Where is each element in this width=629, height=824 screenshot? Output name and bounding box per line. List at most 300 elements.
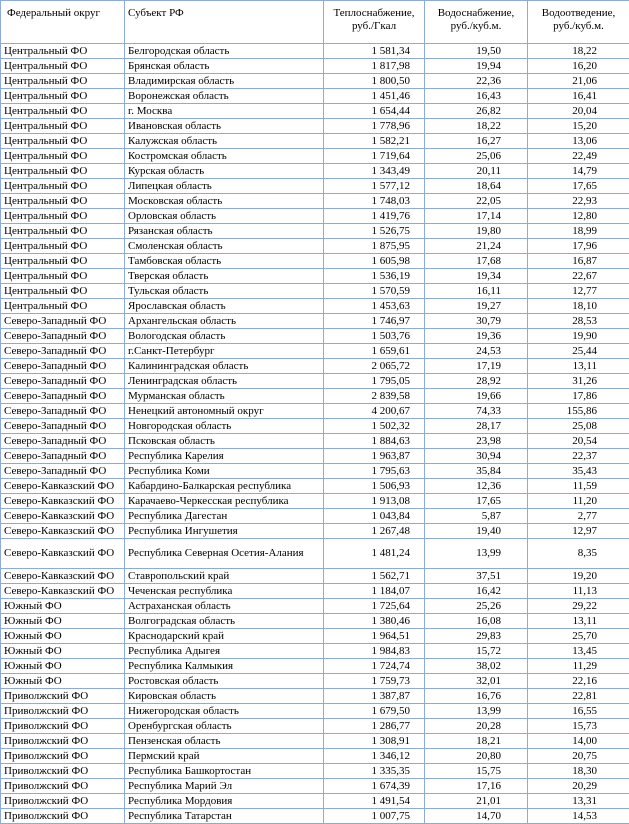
cell-subject: Республика Карелия (125, 449, 324, 464)
table-row (1, 284, 629, 299)
cell-district: Северо-Западный ФО (1, 359, 125, 374)
cell-sewer: 19,90 (528, 329, 629, 344)
cell-heat: 1 800,50 (324, 74, 425, 89)
table-row (1, 89, 629, 104)
cell-heat: 1 526,75 (324, 224, 425, 239)
cell-subject: Брянская область (125, 59, 324, 74)
table-row (1, 299, 629, 314)
cell-water: 28,17 (425, 419, 528, 434)
cell-sewer: 22,67 (528, 269, 629, 284)
table-row (1, 404, 629, 419)
cell-subject: Ленинградская область (125, 374, 324, 389)
cell-district: Центральный ФО (1, 194, 125, 209)
cell-sewer: 20,54 (528, 434, 629, 449)
cell-district: Северо-Западный ФО (1, 314, 125, 329)
cell-district: Центральный ФО (1, 119, 125, 134)
cell-heat: 1 286,77 (324, 719, 425, 734)
table-row (1, 119, 629, 134)
table-row (1, 524, 629, 539)
cell-water: 16,42 (425, 584, 528, 599)
cell-water: 30,79 (425, 314, 528, 329)
cell-district: Приволжский ФО (1, 704, 125, 719)
cell-water: 15,72 (425, 644, 528, 659)
cell-district: Центральный ФО (1, 254, 125, 269)
cell-district: Северо-Западный ФО (1, 374, 125, 389)
cell-sewer: 2,77 (528, 509, 629, 524)
cell-district: Северо-Кавказский ФО (1, 524, 125, 539)
table-row (1, 359, 629, 374)
cell-sewer: 20,29 (528, 779, 629, 794)
cell-water: 19,66 (425, 389, 528, 404)
cell-sewer: 17,65 (528, 179, 629, 194)
cell-district: Центральный ФО (1, 74, 125, 89)
cell-district: Центральный ФО (1, 149, 125, 164)
table-row (1, 749, 629, 764)
table-row (1, 584, 629, 599)
cell-sewer: 20,75 (528, 749, 629, 764)
cell-district: Центральный ФО (1, 104, 125, 119)
cell-district: Приволжский ФО (1, 764, 125, 779)
table-row (1, 164, 629, 179)
cell-water: 23,98 (425, 434, 528, 449)
cell-water: 37,51 (425, 569, 528, 584)
cell-district: Приволжский ФО (1, 689, 125, 704)
cell-heat: 1 748,03 (324, 194, 425, 209)
cell-district: Центральный ФО (1, 209, 125, 224)
cell-heat: 1 659,61 (324, 344, 425, 359)
cell-water: 19,36 (425, 329, 528, 344)
cell-water: 13,99 (425, 704, 528, 719)
cell-subject: Ивановская область (125, 119, 324, 134)
header-heat: Теплоснабжение, руб./Гкал (324, 1, 425, 44)
cell-sewer: 155,86 (528, 404, 629, 419)
cell-heat: 1 502,32 (324, 419, 425, 434)
cell-water: 30,94 (425, 449, 528, 464)
cell-subject: Краснодарский край (125, 629, 324, 644)
cell-district: Южный ФО (1, 659, 125, 674)
cell-district: Центральный ФО (1, 239, 125, 254)
table-row (1, 494, 629, 509)
cell-sewer: 13,45 (528, 644, 629, 659)
cell-district: Центральный ФО (1, 299, 125, 314)
table-row (1, 419, 629, 434)
cell-water: 17,68 (425, 254, 528, 269)
cell-sewer: 11,20 (528, 494, 629, 509)
cell-water: 20,11 (425, 164, 528, 179)
table-row (1, 314, 629, 329)
cell-heat: 1 795,05 (324, 374, 425, 389)
cell-district: Центральный ФО (1, 224, 125, 239)
cell-sewer: 16,20 (528, 59, 629, 74)
table-row (1, 659, 629, 674)
cell-water: 14,70 (425, 809, 528, 824)
cell-subject: Тверская область (125, 269, 324, 284)
cell-heat: 1 817,98 (324, 59, 425, 74)
cell-water: 29,83 (425, 629, 528, 644)
cell-water: 15,75 (425, 764, 528, 779)
cell-district: Северо-Кавказский ФО (1, 494, 125, 509)
cell-sewer: 22,81 (528, 689, 629, 704)
cell-sewer: 17,96 (528, 239, 629, 254)
cell-heat: 1 913,08 (324, 494, 425, 509)
cell-sewer: 13,31 (528, 794, 629, 809)
table-body (1, 44, 629, 824)
cell-subject: Орловская область (125, 209, 324, 224)
cell-subject: Московская область (125, 194, 324, 209)
cell-water: 12,36 (425, 479, 528, 494)
cell-sewer: 12,97 (528, 524, 629, 539)
cell-sewer: 15,73 (528, 719, 629, 734)
cell-district: Северо-Кавказский ФО (1, 584, 125, 599)
cell-district: Южный ФО (1, 599, 125, 614)
cell-heat: 1 778,96 (324, 119, 425, 134)
cell-water: 16,27 (425, 134, 528, 149)
cell-subject: Костромская область (125, 149, 324, 164)
cell-sewer: 13,06 (528, 134, 629, 149)
cell-sewer: 25,08 (528, 419, 629, 434)
cell-heat: 1 654,44 (324, 104, 425, 119)
cell-sewer: 22,93 (528, 194, 629, 209)
cell-subject: Чеченская республика (125, 584, 324, 599)
cell-sewer: 18,10 (528, 299, 629, 314)
table-row (1, 644, 629, 659)
table-row (1, 149, 629, 164)
table-row (1, 389, 629, 404)
table-row (1, 74, 629, 89)
cell-district: Приволжский ФО (1, 779, 125, 794)
cell-water: 16,08 (425, 614, 528, 629)
cell-subject: г. Москва (125, 104, 324, 119)
cell-district: Северо-Западный ФО (1, 329, 125, 344)
table-row (1, 539, 629, 569)
cell-sewer: 15,20 (528, 119, 629, 134)
header-water: Водоснабжение, руб./куб.м. (425, 1, 528, 44)
cell-heat: 1 536,19 (324, 269, 425, 284)
cell-district: Приволжский ФО (1, 749, 125, 764)
cell-sewer: 29,22 (528, 599, 629, 614)
cell-sewer: 11,13 (528, 584, 629, 599)
cell-water: 19,40 (425, 524, 528, 539)
header-sewer: Водоотведение, руб./куб.м. (528, 1, 629, 44)
cell-district: Северо-Западный ФО (1, 404, 125, 419)
cell-water: 25,26 (425, 599, 528, 614)
cell-heat: 1 380,46 (324, 614, 425, 629)
cell-subject: Республика Калмыкия (125, 659, 324, 674)
cell-heat: 1 308,91 (324, 734, 425, 749)
cell-water: 19,94 (425, 59, 528, 74)
cell-subject: Белгородская область (125, 44, 324, 59)
cell-district: Южный ФО (1, 674, 125, 689)
table-row (1, 194, 629, 209)
cell-sewer: 11,29 (528, 659, 629, 674)
cell-subject: Тульская область (125, 284, 324, 299)
table-row (1, 134, 629, 149)
header-subject: Субъект РФ (125, 1, 324, 44)
cell-sewer: 14,53 (528, 809, 629, 824)
cell-heat: 1 964,51 (324, 629, 425, 644)
cell-subject: Республика Мордовия (125, 794, 324, 809)
cell-subject: Новгородская область (125, 419, 324, 434)
cell-heat: 1 007,75 (324, 809, 425, 824)
cell-subject: Ненецкий автономный округ (125, 404, 324, 419)
cell-subject: Кировская область (125, 689, 324, 704)
cell-district: Северо-Западный ФО (1, 389, 125, 404)
cell-subject: Астраханская область (125, 599, 324, 614)
cell-district: Северо-Западный ФО (1, 344, 125, 359)
cell-heat: 1 759,73 (324, 674, 425, 689)
cell-sewer: 22,49 (528, 149, 629, 164)
cell-heat: 1 605,98 (324, 254, 425, 269)
cell-subject: Вологодская область (125, 329, 324, 344)
cell-subject: Республика Дагестан (125, 509, 324, 524)
cell-district: Центральный ФО (1, 179, 125, 194)
cell-water: 5,87 (425, 509, 528, 524)
cell-heat: 1 719,64 (324, 149, 425, 164)
cell-sewer: 20,04 (528, 104, 629, 119)
cell-water: 74,33 (425, 404, 528, 419)
cell-water: 22,36 (425, 74, 528, 89)
cell-subject: Республика Коми (125, 464, 324, 479)
cell-heat: 1 453,63 (324, 299, 425, 314)
cell-subject: Курская область (125, 164, 324, 179)
table-row (1, 809, 629, 824)
cell-subject: Мурманская область (125, 389, 324, 404)
cell-heat: 1 506,93 (324, 479, 425, 494)
cell-sewer: 16,41 (528, 89, 629, 104)
cell-water: 21,24 (425, 239, 528, 254)
cell-sewer: 16,55 (528, 704, 629, 719)
cell-sewer: 21,06 (528, 74, 629, 89)
cell-heat: 4 200,67 (324, 404, 425, 419)
cell-heat: 1 343,49 (324, 164, 425, 179)
cell-heat: 1 570,59 (324, 284, 425, 299)
cell-subject: Смоленская область (125, 239, 324, 254)
cell-sewer: 25,70 (528, 629, 629, 644)
cell-district: Северо-Кавказский ФО (1, 479, 125, 494)
cell-district: Центральный ФО (1, 59, 125, 74)
cell-district: Северо-Западный ФО (1, 434, 125, 449)
cell-sewer: 18,30 (528, 764, 629, 779)
table-row (1, 104, 629, 119)
cell-subject: Республика Адыгея (125, 644, 324, 659)
cell-water: 19,80 (425, 224, 528, 239)
cell-subject: Республика Ингушетия (125, 524, 324, 539)
cell-heat: 1 875,95 (324, 239, 425, 254)
cell-water: 35,84 (425, 464, 528, 479)
table-row (1, 254, 629, 269)
cell-sewer: 16,87 (528, 254, 629, 269)
cell-heat: 1 335,35 (324, 764, 425, 779)
cell-heat: 1 984,83 (324, 644, 425, 659)
table-row (1, 509, 629, 524)
cell-sewer: 22,37 (528, 449, 629, 464)
cell-heat: 1 581,34 (324, 44, 425, 59)
cell-heat: 1 725,64 (324, 599, 425, 614)
cell-sewer: 31,26 (528, 374, 629, 389)
table-row (1, 629, 629, 644)
cell-water: 18,21 (425, 734, 528, 749)
cell-subject: Карачаево-Черкесская республика (125, 494, 324, 509)
table-row (1, 734, 629, 749)
cell-heat: 1 503,76 (324, 329, 425, 344)
cell-subject: Липецкая область (125, 179, 324, 194)
cell-water: 32,01 (425, 674, 528, 689)
cell-subject: Воронежская область (125, 89, 324, 104)
cell-heat: 1 451,46 (324, 89, 425, 104)
table-row (1, 344, 629, 359)
cell-sewer: 12,77 (528, 284, 629, 299)
cell-subject: Рязанская область (125, 224, 324, 239)
cell-subject: Республика Северная Осетия-Алания (125, 539, 324, 569)
table-row (1, 674, 629, 689)
cell-subject: Кабардино-Балкарская республика (125, 479, 324, 494)
cell-heat: 1 184,07 (324, 584, 425, 599)
table-row (1, 449, 629, 464)
cell-sewer: 17,86 (528, 389, 629, 404)
cell-subject: г.Санкт-Петербург (125, 344, 324, 359)
cell-sewer: 14,00 (528, 734, 629, 749)
cell-subject: Псковская область (125, 434, 324, 449)
table-row (1, 569, 629, 584)
cell-heat: 1 582,21 (324, 134, 425, 149)
cell-heat: 1 267,48 (324, 524, 425, 539)
cell-heat: 1 746,97 (324, 314, 425, 329)
cell-district: Центральный ФО (1, 44, 125, 59)
cell-water: 17,14 (425, 209, 528, 224)
cell-district: Северо-Кавказский ФО (1, 509, 125, 524)
cell-subject: Нижегородская область (125, 704, 324, 719)
cell-heat: 1 963,87 (324, 449, 425, 464)
cell-sewer: 8,35 (528, 539, 629, 569)
cell-sewer: 18,22 (528, 44, 629, 59)
cell-subject: Пермский край (125, 749, 324, 764)
cell-subject: Тамбовская область (125, 254, 324, 269)
cell-water: 19,34 (425, 269, 528, 284)
cell-sewer: 25,44 (528, 344, 629, 359)
cell-water: 18,64 (425, 179, 528, 194)
table-row (1, 599, 629, 614)
cell-subject: Республика Башкортостан (125, 764, 324, 779)
table-row (1, 614, 629, 629)
cell-district: Северо-Западный ФО (1, 419, 125, 434)
cell-water: 19,27 (425, 299, 528, 314)
cell-water: 17,19 (425, 359, 528, 374)
cell-district: Центральный ФО (1, 164, 125, 179)
cell-district: Северо-Западный ФО (1, 464, 125, 479)
cell-subject: Владимирская область (125, 74, 324, 89)
cell-water: 25,06 (425, 149, 528, 164)
cell-sewer: 18,99 (528, 224, 629, 239)
cell-subject: Калининградская область (125, 359, 324, 374)
cell-district: Южный ФО (1, 644, 125, 659)
cell-subject: Оренбургская область (125, 719, 324, 734)
cell-sewer: 14,79 (528, 164, 629, 179)
cell-heat: 1 387,87 (324, 689, 425, 704)
cell-district: Центральный ФО (1, 89, 125, 104)
cell-water: 22,05 (425, 194, 528, 209)
cell-sewer: 13,11 (528, 359, 629, 374)
cell-water: 17,65 (425, 494, 528, 509)
cell-sewer: 19,20 (528, 569, 629, 584)
table-row (1, 209, 629, 224)
table-row (1, 374, 629, 389)
table-row (1, 479, 629, 494)
cell-heat: 1 577,12 (324, 179, 425, 194)
table-row (1, 239, 629, 254)
cell-district: Приволжский ФО (1, 719, 125, 734)
cell-subject: Архангельская область (125, 314, 324, 329)
cell-district: Северо-Кавказский ФО (1, 539, 125, 569)
table-row (1, 704, 629, 719)
cell-district: Северо-Кавказский ФО (1, 569, 125, 584)
table-row (1, 764, 629, 779)
table-row (1, 434, 629, 449)
table-row (1, 464, 629, 479)
cell-water: 19,50 (425, 44, 528, 59)
cell-water: 17,16 (425, 779, 528, 794)
cell-heat: 1 679,50 (324, 704, 425, 719)
cell-sewer: 11,59 (528, 479, 629, 494)
table-row (1, 779, 629, 794)
cell-district: Южный ФО (1, 614, 125, 629)
table-row (1, 44, 629, 59)
table-row (1, 269, 629, 284)
cell-district: Северо-Западный ФО (1, 449, 125, 464)
cell-subject: Республика Татарстан (125, 809, 324, 824)
cell-sewer: 22,16 (528, 674, 629, 689)
table-row (1, 329, 629, 344)
cell-subject: Ставропольский край (125, 569, 324, 584)
cell-heat: 1 419,76 (324, 209, 425, 224)
cell-heat: 2 839,58 (324, 389, 425, 404)
cell-district: Центральный ФО (1, 134, 125, 149)
cell-subject: Волгоградская область (125, 614, 324, 629)
cell-water: 13,99 (425, 539, 528, 569)
cell-subject: Калужская область (125, 134, 324, 149)
cell-district: Приволжский ФО (1, 809, 125, 824)
cell-heat: 1 346,12 (324, 749, 425, 764)
cell-sewer: 12,80 (528, 209, 629, 224)
cell-water: 28,92 (425, 374, 528, 389)
cell-water: 38,02 (425, 659, 528, 674)
cell-water: 20,28 (425, 719, 528, 734)
header-district: Федеральный округ (1, 1, 125, 44)
cell-sewer: 35,43 (528, 464, 629, 479)
cell-subject: Пензенская область (125, 734, 324, 749)
cell-heat: 1 674,39 (324, 779, 425, 794)
cell-subject: Республика Марий Эл (125, 779, 324, 794)
cell-subject: Ярославская область (125, 299, 324, 314)
cell-heat: 1 795,63 (324, 464, 425, 479)
cell-district: Южный ФО (1, 629, 125, 644)
cell-district: Центральный ФО (1, 269, 125, 284)
table-row (1, 719, 629, 734)
cell-sewer: 28,53 (528, 314, 629, 329)
table-row (1, 689, 629, 704)
cell-water: 21,01 (425, 794, 528, 809)
table-row (1, 179, 629, 194)
cell-district: Приволжский ФО (1, 734, 125, 749)
cell-water: 16,43 (425, 89, 528, 104)
cell-heat: 1 481,24 (324, 539, 425, 569)
cell-heat: 1 562,71 (324, 569, 425, 584)
cell-water: 20,80 (425, 749, 528, 764)
cell-heat: 2 065,72 (324, 359, 425, 374)
cell-sewer: 13,11 (528, 614, 629, 629)
cell-water: 16,76 (425, 689, 528, 704)
table-row (1, 224, 629, 239)
header-row (1, 1, 629, 44)
